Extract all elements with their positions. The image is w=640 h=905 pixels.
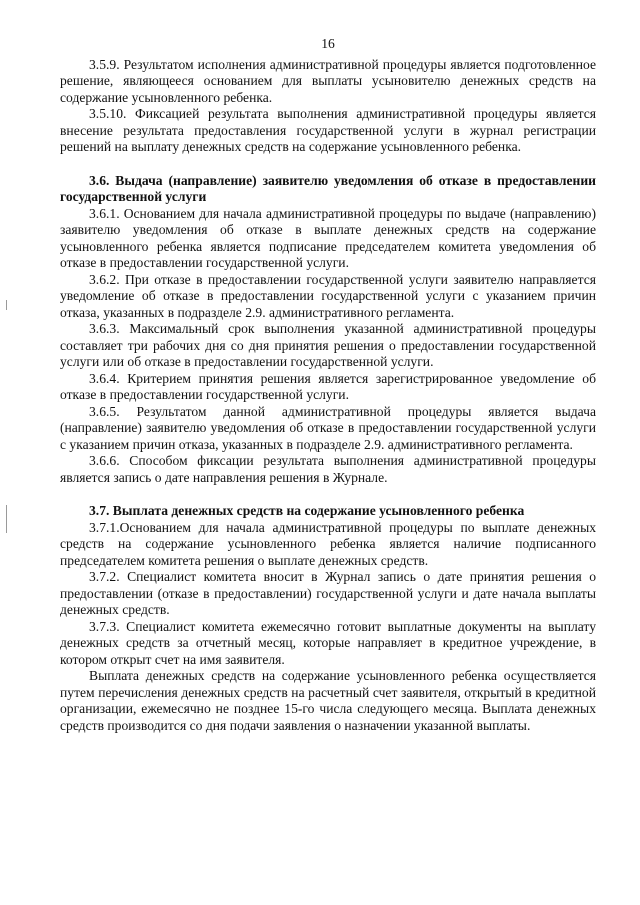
section-heading-3-6: 3.6. Выдача (направление) заявителю уведомления об отказе в предоставлении государственной услуги [60,172,596,204]
paragraph-3-7-3-continued: Выплата денежных средств на содержание усыновленного ребенка осуществляется путем перечисления денежных средств на расчетный счет заявителя, открытый в кредитной организации, ежемесячно не позднее 15-го числа следующего месяца. Выплата денежных средств производится со дня подачи заявления о назначении указанной выплаты. [60,668,596,733]
paragraph-3-6-5: 3.6.5. Результатом данной административной процедуры является выдача (направление) заявителю уведомления об отказе в предоставлении государственной услуги с указанием причин отказа, указанных в подразделе 2.9. административного регламента. [60,403,596,452]
paragraph-3-7-1: 3.7.1.Основанием для начала административной процедуры по выплате денежных средств на содержание усыновленного ребенка является наличие подписанного председателем комитета решения о выплате денежных средств. [60,519,596,568]
paragraph-3-5-9: 3.5.9. Результатом исполнения административной процедуры является подготовленное решение, являющееся основанием для выплаты усыновителю денежных средств на содержание усыновленного ребенка. [60,56,596,105]
page-number: 16 [321,36,335,51]
paragraph-3-6-3: 3.6.3. Максимальный срок выполнения указанной административной процедуры составляет три рабочих дня со дня принятия решения о предоставлении государственной услуги или об отказе в предоставлении государственной услуги. [60,321,596,369]
scan-artifact [6,300,7,310]
paragraph-3-6-6: 3.6.6. Способом фиксации результата выполнения административной процедуры является запись о дате направления решения в Журнале. [60,453,596,485]
paragraph-3-5-10: 3.5.10. Фиксацией результата выполнения административной процедуры является внесение результата предоставления государственной услуги в журнал регистрации решений на выплату денежных средств на содержание усыновленного ребенка. [60,106,596,154]
section-spacer [60,156,596,173]
section-heading-3-7: 3.7. Выплата денежных средств на содержание усыновленного ребенка [89,503,525,518]
paragraph-3-6-4: 3.6.4. Критерием принятия решения является зарегистрированное уведомление об отказе в предоставлении государственной услуги. [60,370,596,402]
paragraph-3-6-2: 3.6.2. При отказе в предоставлении государственной услуги заявителю направляется уведомление об отказе в предоставлении государственной услуги с указанием причин отказа, указанных в подразделе 2.9. административного регламента. [60,271,596,320]
paragraph-3-7-2: 3.7.2. Специалист комитета вносит в Журнал запись о дате принятия решения о предоставлении (отказе в предоставлении) государственной услуги и дате начала выплаты денежных средств. [60,569,596,617]
paragraph-3-7-3: 3.7.3. Специалист комитета ежемесячно готовит выплатные документы на выплату денежных средств за отчетный месяц, которые направляет в кредитное учреждение, в котором открыт счет на имя заявителя. [60,618,596,667]
paragraph-3-6-1: 3.6.1. Основанием для начала административной процедуры по выдаче (направлению) заявителю уведомления об отказе в выплате денежных средств на содержание усыновленного ребенка является подписание председателем комитета уведомления об отказе в предоставлении государственной услуги. [60,205,596,270]
section-spacer [60,486,596,503]
scan-artifact [6,505,7,533]
